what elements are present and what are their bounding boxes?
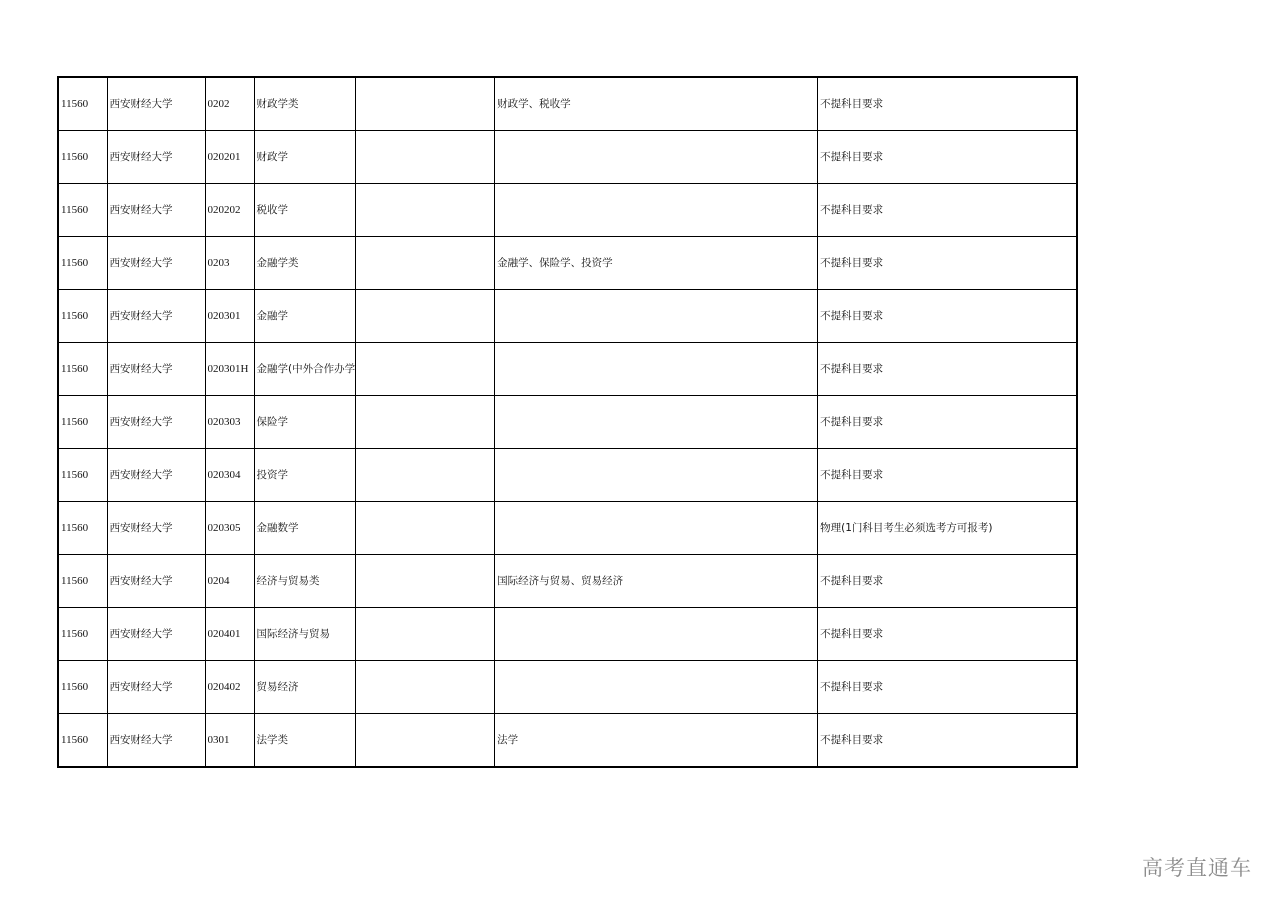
school-code-cell: 11560 <box>58 131 107 184</box>
note-cell <box>356 77 495 131</box>
watermark-text: 高考直通车 <box>1142 856 1252 880</box>
table-row <box>58 184 1077 237</box>
major-name-cell: 金融学(中外合作办学 <box>254 343 356 396</box>
subject-requirement-cell: 不提科目要求 <box>818 661 1077 714</box>
school-name-cell: 西安财经大学 <box>107 77 205 131</box>
school-name-cell: 西安财经大学 <box>107 396 205 449</box>
table-row <box>58 502 1077 555</box>
major-code-cell: 0203 <box>205 237 254 290</box>
school-code-cell: 11560 <box>58 237 107 290</box>
subject-requirement-cell: 不提科目要求 <box>818 714 1077 768</box>
major-name-cell: 保险学 <box>254 396 356 449</box>
major-name-cell: 财政学 <box>254 131 356 184</box>
major-code-cell: 020303 <box>205 396 254 449</box>
table-row <box>58 449 1077 502</box>
included-majors-cell <box>495 290 818 343</box>
included-majors-cell <box>495 608 818 661</box>
school-name-cell: 西安财经大学 <box>107 714 205 768</box>
included-majors-cell <box>495 184 818 237</box>
included-majors-cell <box>495 502 818 555</box>
included-majors-cell <box>495 343 818 396</box>
major-name-cell: 投资学 <box>254 449 356 502</box>
school-name-cell: 西安财经大学 <box>107 661 205 714</box>
school-name-cell: 西安财经大学 <box>107 237 205 290</box>
table-row <box>58 714 1077 768</box>
major-code-cell: 020301H <box>205 343 254 396</box>
included-majors-cell <box>495 449 818 502</box>
major-code-cell: 020401 <box>205 608 254 661</box>
school-name-cell: 西安财经大学 <box>107 131 205 184</box>
included-majors-cell: 财政学、税收学 <box>495 77 818 131</box>
school-code-cell: 11560 <box>58 661 107 714</box>
note-cell <box>356 608 495 661</box>
school-code-cell: 11560 <box>58 502 107 555</box>
table-body <box>58 77 1077 767</box>
school-code-cell: 11560 <box>58 449 107 502</box>
note-cell <box>356 714 495 768</box>
school-code-cell: 11560 <box>58 184 107 237</box>
table-row <box>58 131 1077 184</box>
school-name-cell: 西安财经大学 <box>107 184 205 237</box>
school-code-cell: 11560 <box>58 608 107 661</box>
school-code-cell: 11560 <box>58 343 107 396</box>
included-majors-cell: 金融学、保险学、投资学 <box>495 237 818 290</box>
major-name-cell: 金融学 <box>254 290 356 343</box>
subject-requirement-cell: 不提科目要求 <box>818 555 1077 608</box>
table-row <box>58 290 1077 343</box>
major-code-cell: 020301 <box>205 290 254 343</box>
note-cell <box>356 555 495 608</box>
included-majors-cell <box>495 131 818 184</box>
major-name-cell: 经济与贸易类 <box>254 555 356 608</box>
major-name-cell: 财政学类 <box>254 77 356 131</box>
table-row <box>58 555 1077 608</box>
table-row <box>58 237 1077 290</box>
school-name-cell: 西安财经大学 <box>107 502 205 555</box>
school-code-cell: 11560 <box>58 77 107 131</box>
school-code-cell: 11560 <box>58 396 107 449</box>
note-cell <box>356 237 495 290</box>
subject-requirement-cell: 不提科目要求 <box>818 184 1077 237</box>
included-majors-cell <box>495 396 818 449</box>
note-cell <box>356 343 495 396</box>
subject-requirement-cell: 不提科目要求 <box>818 343 1077 396</box>
subject-requirement-cell: 不提科目要求 <box>818 131 1077 184</box>
major-name-cell: 贸易经济 <box>254 661 356 714</box>
major-code-cell: 020201 <box>205 131 254 184</box>
school-name-cell: 西安财经大学 <box>107 555 205 608</box>
subject-requirement-cell: 不提科目要求 <box>818 449 1077 502</box>
major-code-cell: 0202 <box>205 77 254 131</box>
table-row <box>58 343 1077 396</box>
note-cell <box>356 184 495 237</box>
included-majors-cell <box>495 661 818 714</box>
subject-requirement-cell: 不提科目要求 <box>818 396 1077 449</box>
note-cell <box>356 502 495 555</box>
note-cell <box>356 449 495 502</box>
school-code-cell: 11560 <box>58 555 107 608</box>
note-cell <box>356 290 495 343</box>
subject-requirement-cell: 不提科目要求 <box>818 237 1077 290</box>
table-row <box>58 396 1077 449</box>
major-code-cell: 020202 <box>205 184 254 237</box>
included-majors-cell: 国际经济与贸易、贸易经济 <box>495 555 818 608</box>
school-name-cell: 西安财经大学 <box>107 290 205 343</box>
major-name-cell: 法学类 <box>254 714 356 768</box>
included-majors-cell: 法学 <box>495 714 818 768</box>
school-name-cell: 西安财经大学 <box>107 343 205 396</box>
subject-requirement-cell: 不提科目要求 <box>818 77 1077 131</box>
major-code-cell: 020402 <box>205 661 254 714</box>
subject-requirement-cell: 不提科目要求 <box>818 290 1077 343</box>
note-cell <box>356 131 495 184</box>
major-code-cell: 020304 <box>205 449 254 502</box>
admission-table <box>57 76 1078 768</box>
subject-requirement-cell: 物理(1门科目考生必须选考方可报考) <box>818 502 1077 555</box>
major-code-cell: 0301 <box>205 714 254 768</box>
subject-requirement-cell: 不提科目要求 <box>818 608 1077 661</box>
note-cell <box>356 661 495 714</box>
major-code-cell: 020305 <box>205 502 254 555</box>
table-row <box>58 77 1077 131</box>
major-name-cell: 金融学类 <box>254 237 356 290</box>
major-name-cell: 金融数学 <box>254 502 356 555</box>
major-name-cell: 国际经济与贸易 <box>254 608 356 661</box>
school-name-cell: 西安财经大学 <box>107 608 205 661</box>
note-cell <box>356 396 495 449</box>
major-name-cell: 税收学 <box>254 184 356 237</box>
table-row <box>58 661 1077 714</box>
school-code-cell: 11560 <box>58 714 107 768</box>
school-code-cell: 11560 <box>58 290 107 343</box>
major-code-cell: 0204 <box>205 555 254 608</box>
table-row <box>58 608 1077 661</box>
school-name-cell: 西安财经大学 <box>107 449 205 502</box>
